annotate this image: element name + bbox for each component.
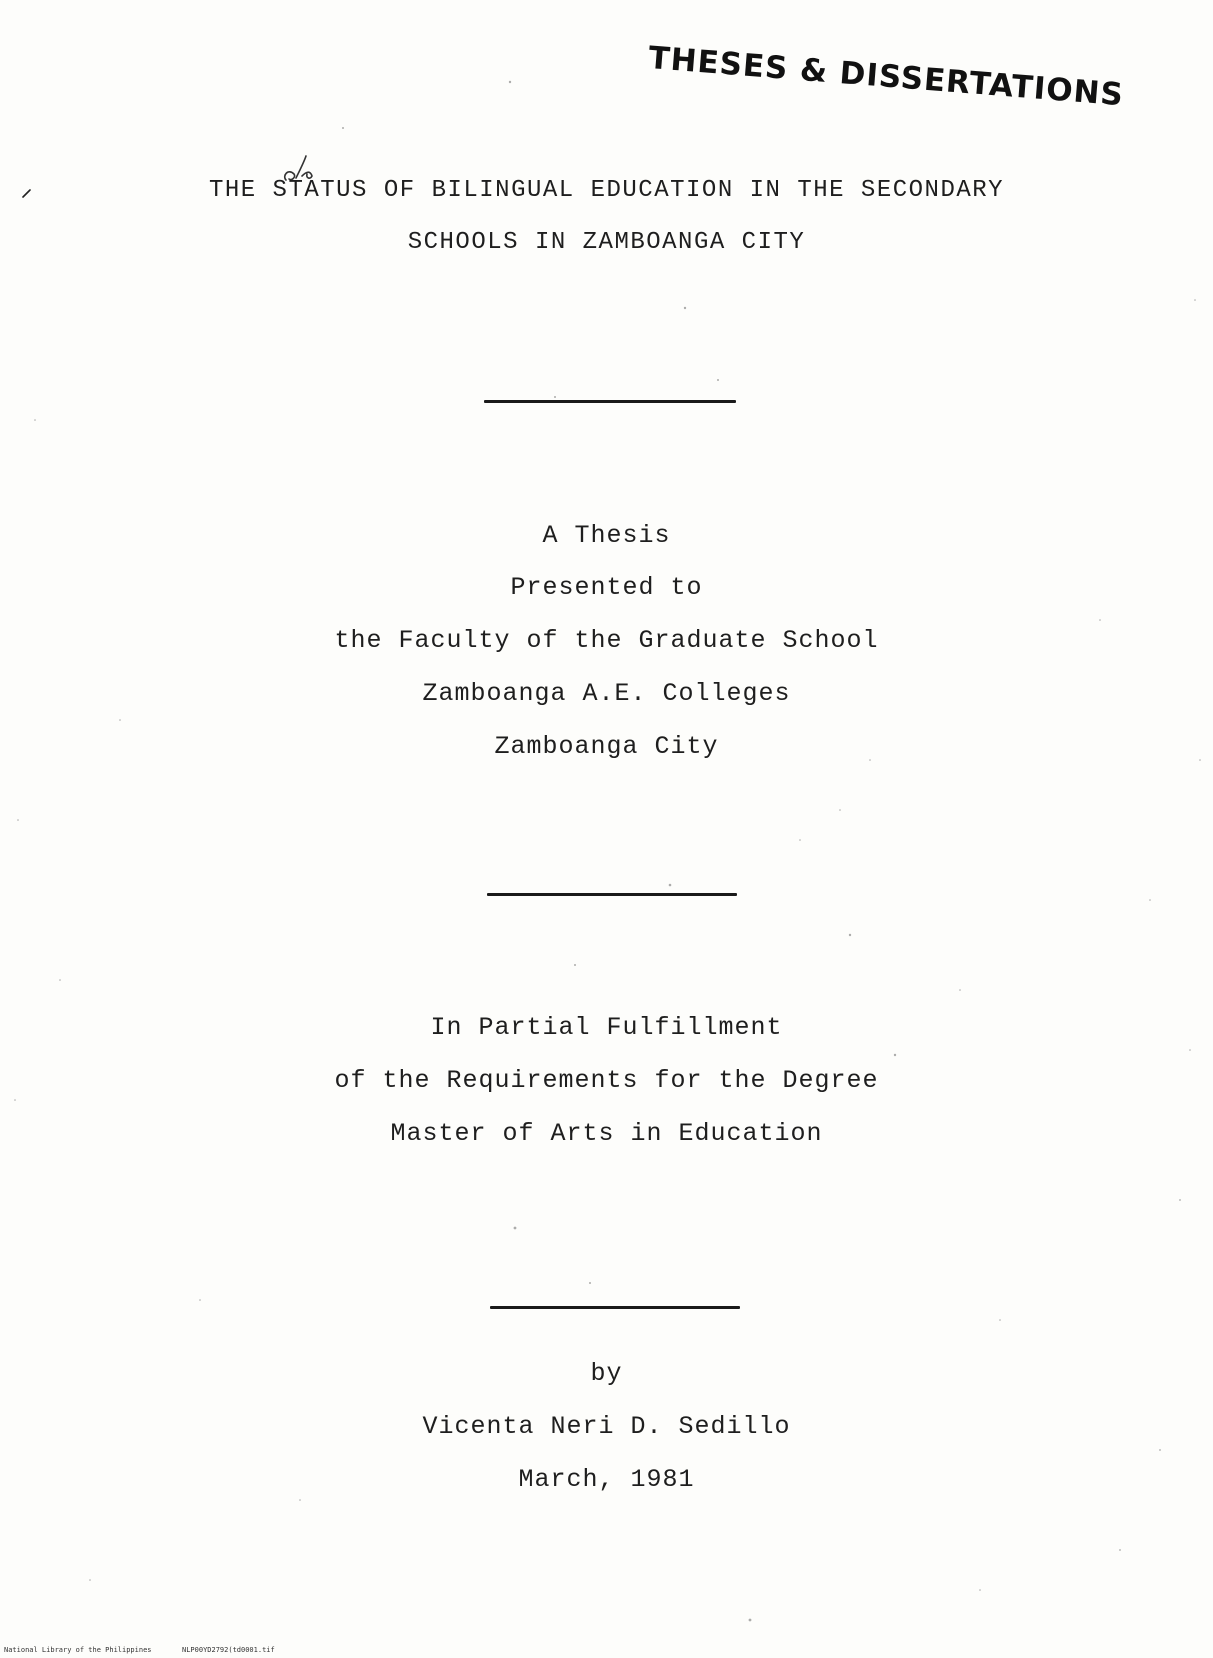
divider-rule-3 [490,1306,740,1309]
footer-file-id: NLP00YD2792(td0001.tif [182,1646,275,1654]
author-by: by [590,1359,623,1388]
presentation-line-4: Zamboanga A.E. Colleges [422,679,791,708]
presentation-line-2: Presented to [510,573,703,602]
fulfillment-line-1: In Partial Fulfillment [430,1013,783,1042]
stamp-text: THESES & DISSERTATIONS [647,40,1126,114]
footer-library-credit: National Library of the Philippines [4,1646,152,1654]
presentation-line-1: A Thesis [542,521,671,550]
divider-rule-1 [484,400,736,403]
presentation-line-3: the Faculty of the Graduate School [334,626,879,655]
thesis-title-line-2: SCHOOLS IN ZAMBOANGA CITY [407,229,806,256]
thesis-title-line-1: THE STATUS OF BILINGUAL EDUCATION IN THE SECONDARY [208,177,1005,204]
submission-date: March, 1981 [518,1465,695,1494]
theses-dissertations-stamp [647,40,1126,120]
presentation-line-5: Zamboanga City [494,732,719,761]
fulfillment-line-2: of the Requirements for the Degree [334,1066,879,1095]
fulfillment-line-3: Master of Arts in Education [390,1119,823,1148]
divider-rule-2 [487,893,737,896]
author-name: Vicenta Neri D. Sedillo [422,1412,791,1441]
